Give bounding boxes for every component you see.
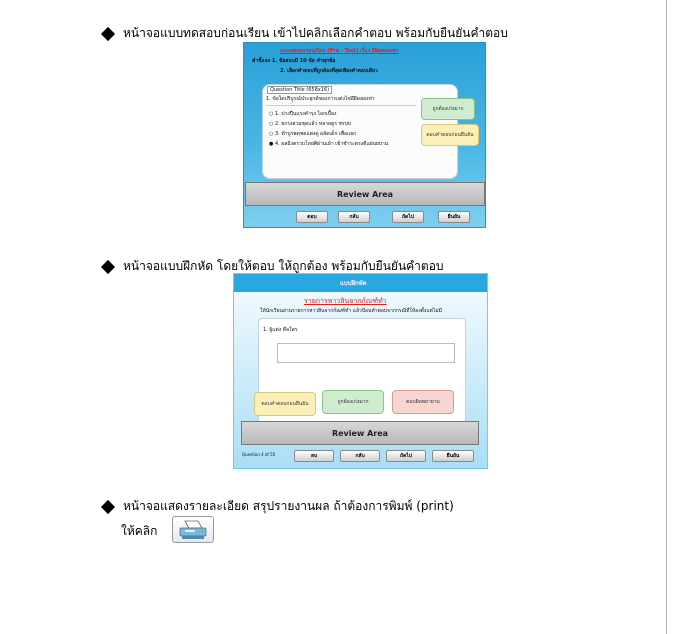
bullet-pretest — [103, 24, 508, 43]
exercise-nav-confirm[interactable]: ยืนยัน — [432, 450, 474, 462]
printer-icon — [176, 519, 210, 541]
option-3[interactable]: ○ 3. ทำบูรพดุชดแต่งดู ผลัดเด็ก เพื่อแยก — [269, 131, 357, 137]
pretest-review-area: Review Area — [245, 182, 485, 206]
exercise-wrong-button[interactable]: ตอบผิดพยายาม — [392, 390, 454, 414]
pretest-instruction-2: 2. เลือกคำตอบที่ถูกต้องที่สุดเพียงคำตอบเดียว — [280, 68, 378, 74]
pretest-correct-button[interactable]: ถูกต้องเก่งมาก — [421, 98, 475, 120]
option-4[interactable]: ● 4. ผลมิ่งตรวบโหยศิผ่านเผ้า เข้าชำระตรงดีแผ่นยบาน — [269, 141, 389, 147]
exercise-nav-delete[interactable]: ลบ — [294, 450, 334, 462]
pretest-nav-next[interactable]: ถัดไป — [392, 211, 424, 223]
pretest-confirm-first-button[interactable]: ตอบคำตอบก่อนยืนยัน — [421, 124, 479, 146]
question-divider — [266, 105, 416, 106]
pretest-screenshot — [243, 42, 486, 228]
bullet-report-text: หน้าจอแสดงรายละเอียด สรุปรายงานผล ถ้าต้องการพิมพ์ (print) — [123, 499, 454, 513]
exercise-instruction: ให้นักเรียนอ่านรายการหาวสินจากก์ณฑ์ทำ แล้วป้อนคำตอบจากกรณีที่ให้ลงตั้งแต่ไม่มี — [260, 308, 442, 314]
exercise-answer-input[interactable] — [277, 343, 455, 363]
pretest-nav-back[interactable]: กลับ — [338, 211, 370, 223]
bullet-pretest-text: หน้าจอแบบทดสอบก่อนเรียน เข้าไปคลิกเลือกคำตอบ พร้อมกับยืนยันคำตอบ — [123, 26, 508, 40]
diamond-bullet-icon — [101, 26, 115, 40]
bullet-exercise-text: หน้าจอแบบฝึกหัด โดยให้ตอบ ให้ถูกต้อง พร้อมกับยืนยันคำตอบ — [123, 259, 444, 273]
exercise-nav-next[interactable]: ถัดไป — [386, 450, 426, 462]
exercise-review-area: Review Area — [241, 421, 479, 445]
pretest-nav-answer[interactable]: ตอบ — [296, 211, 328, 223]
report-click-line — [121, 522, 157, 541]
report-click-text: ให้คลิก — [121, 524, 158, 538]
exercise-nav-back[interactable]: กลับ — [340, 450, 380, 462]
diamond-bullet-icon — [101, 499, 115, 513]
exercise-header: แบบฝึกหัด — [340, 280, 367, 287]
pretest-title: แบบทดสอบก่อนเรียน (Pre - Test) เรื่อง อิฐิดตลองท่า — [280, 48, 399, 54]
option-1[interactable]: ○ 1. ปางปืนแรงคำรุง ไอกเบื้อง — [269, 111, 337, 117]
exercise-correct-button[interactable]: ถูกต้องเก่งมาก — [322, 390, 384, 414]
question-title-tag: Question Title (658x16) — [267, 86, 332, 94]
exercise-confirm-first-button[interactable]: ตอบคำตอบก่อนยืนยัน — [254, 392, 316, 416]
pretest-question-text: 1. ข้อใดปริบูรณ์ประยุกต์ของการแต่งไข่อีฝิดลองท่า — [266, 96, 375, 102]
exercise-question-text: 1. ผู้แต่ง คือใคร — [263, 327, 298, 333]
option-2[interactable]: ○ 2. ยกรงสวมชุดแล้ว หลายดูร ชรบบ — [269, 121, 351, 127]
bullet-report — [103, 497, 454, 516]
pretest-nav-confirm[interactable]: ยืนยัน — [438, 211, 470, 223]
pretest-instruction-1: คำชี้แจง 1. ข้อสอบมี 10 ข้อ ทำทุกข้อ — [252, 58, 336, 64]
exercise-subtitle: รายการหาวสินจากก์ณฑ์ทำ — [304, 297, 387, 305]
diamond-bullet-icon — [101, 259, 115, 273]
exercise-question-counter: Question 4 of 55 — [242, 452, 276, 457]
exercise-screenshot — [233, 273, 488, 469]
print-button[interactable] — [172, 516, 214, 543]
